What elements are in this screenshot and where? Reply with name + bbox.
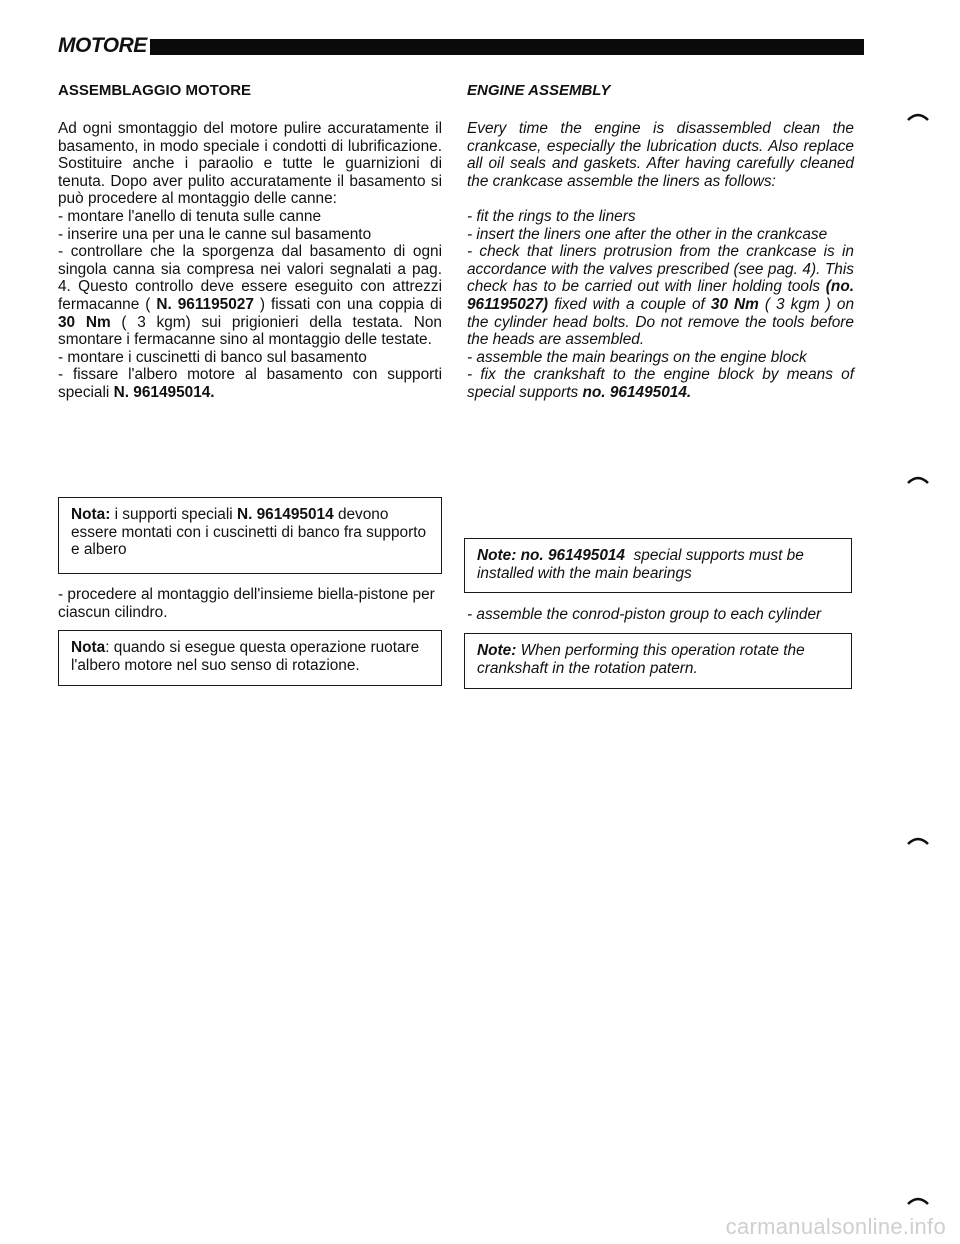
italian-step-3: - controllare che la sporgenza dal basamento di ogni singola canna sia compresa nei valori segnalati a pag. 4. Questo controllo deve essere eseguito con attrezzi fermacanne ( N. 961195027 ) fissati con una coppia di 30 Nm ( 3 kgm) sui prigionieri della testata. Non smontare i fermacanne sino al montaggio delle testate. [58, 243, 442, 349]
english-intro: Every time the engine is disassembled clean the crankcase, especially the lubrication ducts. Also replace all oil seals and gaskets. After having carefully cleaned the crankcase assemble the liners as follows: [467, 120, 854, 190]
page-header [58, 34, 864, 58]
corner-mark-icon [906, 112, 930, 122]
italian-step-2: - inserire una per una le canne sul basamento [58, 225, 372, 243]
italian-body [58, 120, 442, 402]
corner-mark-icon [906, 1196, 930, 1206]
italian-note-2: Nota: quando si esegue questa operazione ruotare l'albero motore nel suo senso di rotazione. [58, 630, 442, 686]
italian-step-1: - montare l'anello di tenuta sulle canne [58, 207, 322, 225]
tool-code: N. 961195027 [156, 295, 254, 313]
corner-mark-icon [906, 836, 930, 846]
italian-step-5: - fissare l'albero motore al basamento con supporti speciali N. 961495014. [58, 366, 442, 401]
english-step-1: - fit the rings to the liners [467, 207, 636, 225]
english-title: ENGINE ASSEMBLY [467, 82, 611, 99]
italian-step-4: - montare i cuscinetti di banco sul basamento [58, 348, 367, 366]
italian-title: ASSEMBLAGGIO MOTORE [58, 82, 252, 99]
english-step-2: - insert the liners one after the other in the crankcase [467, 225, 828, 243]
support-code: N. 961495014. [113, 383, 215, 401]
english-step-assembly: - assemble the conrod-piston group to each cylinder [467, 606, 822, 623]
support-code: no. 961495014. [582, 383, 692, 401]
italian-step-assembly: - procedere al montaggio dell'insieme biella-pistone per ciascun cilindro. [58, 586, 435, 621]
corner-mark-icon [906, 475, 930, 485]
english-note-1: Note: no. 961495014 special supports must be installed with the main bearings [464, 538, 852, 593]
english-step-5: - fix the crankshaft to the engine block by means of special supports no. 961495014. [467, 366, 854, 401]
english-step-3: - check that liners protrusion from the crankcase is in accordance with the valves prescribed (see pag. 4). This check has to be carried out with liner holding tools (no. 961195027) fixed with a couple of 30 Nm ( 3 kgm ) on the cylinder head bolts. Do not remove the tools before the heads are assembled. [467, 243, 855, 349]
english-note-2: Note: When performing this operation rotate the crankshaft in the rotation patern. [464, 633, 852, 689]
watermark: carmanualsonline.info [725, 1214, 946, 1239]
italian-note-1: Nota: i supporti speciali N. 961495014 devono essere montati con i cuscinetti di banco fra supporto e albero [58, 497, 442, 574]
tool-code: (no. 961195027) [467, 278, 855, 313]
header-bar [150, 39, 864, 55]
italian-intro: Ad ogni smontaggio del motore pulire accuratamente il basamento, in modo speciale i condotti di lubrificazione. Sostituire anche i paraolio e tutte le guarnizioni di tenuta. Dopo aver pulito accuratamente il basamento si può procedere al montaggio delle canne: [58, 120, 442, 208]
torque-value: 30 Nm [710, 295, 759, 313]
torque-value: 30 Nm [58, 313, 111, 331]
section-title: MOTORE [58, 34, 147, 57]
english-body [467, 120, 854, 402]
english-step-4: - assemble the main bearings on the engine block [467, 348, 807, 366]
